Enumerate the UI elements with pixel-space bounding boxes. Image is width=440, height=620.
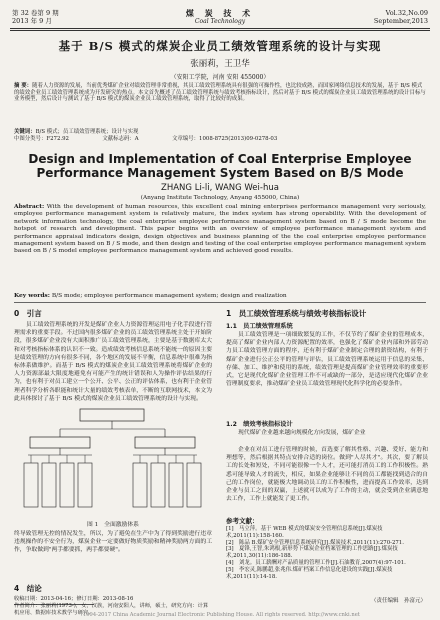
section-1-2-paragraph: 现代煤矿企业越来越向规模化方向发展，煤矿企业: [238, 430, 366, 436]
reference-item: [4] 刘龙。员工薪酬对产品质量的管理工作[J].石油教育,2007(4):97-101.: [226, 559, 406, 566]
figure-incentive-system: [20, 405, 205, 517]
authors-en: ZHANG Li-li, WANG Wei-hua: [161, 183, 279, 193]
fig-box-top: [80, 409, 144, 421]
intro-paragraph: 员工绩效管理系统的开发是煤矿企业人力资源管理运用电子化手段进行管理需求的重要手段。不过国内很多煤矿企业的员工绩效管理系统主处于开始阶段，很多煤矿企业没有大面积推广员工绩效管理系统，主要是基于数据库太大和对考核指标体系的认识不一致。造成绩效考核信息系统不能统一的原因主要是绩效管理的方向有很多不同，各个地区的发展不平衡，信息系统中很难为指标体系做维护。而基于 B/S 模式的煤炭企业员工绩效管理系统将煤矿企业的人力资源部最大限度地避免有可能产生的统计错误和人为操作评估结果的行为，也有利于对员工建立一个公开、公平、公正的评估体系，也有利于企业管理者科学分析各职能和统计大量的绩效考核表单，不断的互联网技术，本文为此具体探讨了基于 B/S 模式的煤炭企业员工绩效管理系统的设计与实现。: [14, 322, 212, 402]
fig-leaf-box: [78, 463, 92, 507]
keywords-en-label: Key words:: [14, 292, 50, 299]
keywords-en-text: B/S mode; employee performance management system; design and realization: [51, 293, 287, 299]
abstract-en: [14, 203, 426, 256]
fig-box-right: [135, 437, 195, 448]
fig-leaf-boxes-right: [133, 455, 201, 507]
figure-caption: 图 1 全面激励体系: [87, 522, 139, 528]
section-intro-heading: 0 引言: [14, 309, 42, 318]
keywords-cn-label: 关键词：: [14, 129, 36, 135]
reference-item: [1] 马立萍。基于 WEB 模式的煤炭安全管理信息系统[J].煤炭技术,2011(11):158-160.: [226, 526, 383, 539]
article-number: 文章编号：1008-8725(2013)09-0278-03: [172, 136, 278, 142]
affiliation-en: (Anyang Institute Technology, Anyang 455000, China): [140, 195, 300, 201]
date-en: September,2013: [373, 17, 428, 25]
section-1-1-paragraph: 员工绩效管理是一项细致繁复的工作，不仅节约了煤矿企业的管理成本，提高了煤矿企业内部人力资源配置的效率，也强化了煤矿企业内部和外部劳动力员工绩效管理方面的程序，还有利于煤矿企业制定合理的薪资结构，有利于煤矿企业进行公正公平的管理与评估，员工绩效管理系统运用于信息的采集、存储、加工、维护和使用的系统，绩效管理是提高煤矿企业管理效率的重要形式，它是现代化煤矿企业管理工作不可或缺的一部分，是适应现代化煤矿企业管理制度要求，推动煤矿企业员工绩效管理现代化科学化的必要条件。: [226, 332, 428, 388]
header-rule: [10, 28, 430, 29]
section-conclusion-heading: 4 结论: [14, 584, 42, 593]
editor-note: （责任编辑 孙富元）: [370, 598, 426, 604]
affiliation-cn: （安阳工学院，河南 安阳 455000）: [170, 74, 270, 81]
fig-leaf-boxes-left: [24, 455, 92, 507]
section-1-1-heading: 1.1 员工绩效管理系统: [226, 323, 293, 330]
references-heading: 参考文献：: [226, 517, 259, 525]
abstract-cn-text: 随着人力资源的发展，当前优秀煤矿企业对绩效管理非常重视，其员工绩效管理系统具有很强的可操作性，也比较成熟，而国家网络信息技术的发展，基于 B/S 模式的绩效企业员工绩效管理系统成为开发研究的热点。本文首先概述了员工绩效管理系统与绩效考核指标设计，然后对基于 B/S 模式的煤炭企业员工绩效管理系统的设计目标与业务模型，然后设计与测试了基于 B/S 模式的煤炭企业员工绩效管理系统，取得了比较好的成果。: [14, 83, 426, 103]
title-en-line2: Performance Management System Based on B/S Mode: [36, 166, 404, 180]
date-cn: 2013 年 9 月: [12, 17, 52, 25]
abstract-cn-label: 摘 要：: [14, 83, 33, 89]
title-en-line1: Design and Implementation of Coal Enterprise Employee: [28, 152, 412, 166]
journal-name-cn: 煤 炭 技 术: [185, 8, 255, 18]
right-lower-paragraph: 企业在对员工进行管理的时候，首选要了解其性格、兴趣、爱好、能力和理想等，然后根据其特点安排合适的岗位。做到"人尽其才"。其次，要了解员工的长处和短处，不同可能很像一个人才，还可能打消员工的工作积极性。熟悉可能导致人才的流失，相反，如果企业能够让不同的员工都能找到适合的自己的工作岗位，就能极大地调动员工的工作积极性，进而提高工作效率，达到企业与员工之间的双赢，上述就可以成为了工作的主动，就会受到企业满意地去工作，工作上就能发了更工作。: [226, 447, 428, 503]
reference-item: [2] 陈品 B.煤矿安全管理信息系统研究[J].煤炭技术,2011(11):270-271.: [226, 539, 404, 546]
abstract-en-label: Abstract:: [14, 203, 45, 210]
keywords-cn-text: B/S 模式；员工绩效管理系统；设计与实现: [35, 129, 139, 135]
abstract-cn: [14, 83, 426, 103]
authors-cn: 张丽莉，王卫华: [190, 59, 250, 69]
fig-leaf-box: [187, 463, 201, 507]
fig-leaf-box: [151, 463, 165, 507]
journal-name-en: Coal Technology: [194, 18, 246, 25]
doc-code: 文献标志码：A: [102, 136, 139, 142]
fig-leaf-box: [169, 463, 183, 507]
section-1-2-heading: 1.2 绩效考核指标设计: [226, 421, 293, 428]
header-rule-thin: [10, 30, 430, 31]
footnote-bio: 作者简介：张丽莉(1973-)，女，汉族，河南安阳人，讲师，硕士，研究方向：计算机应用、数据库技术教学与研究。: [14, 603, 209, 616]
keywords-en: [14, 292, 426, 300]
article-title-cn: 基于 B/S 模式的煤炭企业员工绩效管理系统的设计与实现: [58, 39, 382, 53]
section-1-heading: 1 员工绩效管理系统与绩效考核指标设计: [226, 309, 367, 318]
fig-leaf-box: [133, 463, 147, 507]
header-volume-en: [374, 9, 428, 25]
fig-box-left: [30, 437, 90, 448]
abstract-divider: [14, 302, 426, 303]
abstract-en-text: With the development of human resources, this excellent coal mining enterprises performance management very seriously, employee performance management system is relatively mature, the index system has strong operability. With the development of network information technology, the coal enterprise employee performance management system based on B / S mode become the hotspot of research and development. This paper begins with an overview of employee performance management system and performance appraisal indicators design, design objectives and business planning of the the coal enterprise employee performance management system based on B / S mode, and then design and testing of the coal enterprise employee performance management system based on B / S model employee performance management system and achieved good results.: [14, 204, 426, 255]
fig-leaf-box: [24, 463, 38, 507]
article-title-en: [0, 152, 440, 180]
left-after-figure-paragraph: 终导致管理无控的情况发生，所以，为了避免在生产中为了得到奖励进行违章违规操作的不安全行为，煤炭企业一定要做好物质奖励和精神奖励两方面的工作，争取做到"两手都要抓，两手都要硬"。: [14, 531, 212, 554]
clc-number: 中图分类号：F272.92: [14, 136, 69, 142]
classification-line: [14, 136, 426, 143]
reference-item: [3] 夏锋,王智,朱鸿根,新形势下煤炭企业档案管理的工作思路[J].煤炭技术,2011,30(11):186-188.: [226, 546, 398, 560]
volume-en: Vol.32,No.09: [385, 9, 428, 17]
reference-item: [5] 李宏灵,陈鹏超,张兆伟.煤矿档案工作信息化建设的实践[J].煤炭技术,2011(11):14-18.: [226, 566, 393, 580]
copyright-watermark: ?1994-2017 China Academic Journal Electronic Publishing House. All rights reserved. http://www.cnki.net: [80, 612, 360, 618]
keywords-cn: [14, 129, 426, 136]
references-list: [226, 526, 428, 580]
footnote-received: 收稿日期：2013-04-16；修订日期：2013-08-16: [14, 596, 134, 602]
fig-leaf-box: [60, 463, 74, 507]
fig-leaf-box: [42, 463, 56, 507]
volume-cn: 第 32 卷第 9 期: [12, 9, 59, 17]
